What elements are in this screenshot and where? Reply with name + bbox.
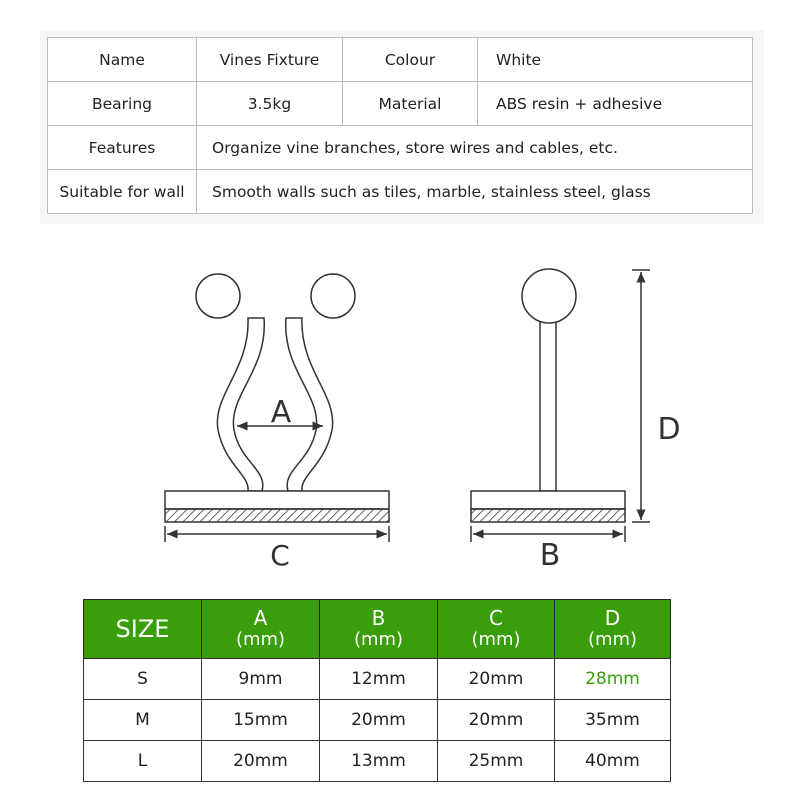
size-cell: M bbox=[84, 700, 202, 741]
table-row bbox=[84, 700, 671, 741]
name-value: Vines Fixture bbox=[197, 38, 343, 82]
b-cell: 12mm bbox=[320, 659, 438, 700]
dimension-b-label: B bbox=[539, 538, 561, 573]
a-cell: 20mm bbox=[202, 741, 320, 782]
unit-label: (mm) bbox=[587, 629, 638, 650]
size-table-header bbox=[84, 600, 671, 659]
unit-label: (mm) bbox=[235, 629, 286, 650]
bearing-value: 3.5kg bbox=[197, 82, 343, 126]
d-cell: 28mm bbox=[555, 659, 671, 700]
dimension-c-label: C bbox=[270, 539, 290, 572]
table-row bbox=[84, 741, 671, 782]
d-cell: 40mm bbox=[555, 741, 671, 782]
dimension-a-label: A bbox=[270, 395, 292, 430]
c-cell: 20mm bbox=[438, 659, 555, 700]
col-b-label: B bbox=[371, 606, 386, 630]
col-d-header bbox=[555, 600, 671, 659]
material-value: ABS resin + adhesive bbox=[478, 82, 753, 126]
a-cell: 15mm bbox=[202, 700, 320, 741]
size-cell: S bbox=[84, 659, 202, 700]
material-label: Material bbox=[343, 82, 478, 126]
size-header: SIZE bbox=[84, 600, 202, 659]
dimension-d-label: D bbox=[657, 412, 681, 447]
c-cell: 20mm bbox=[438, 700, 555, 741]
a-cell: 9mm bbox=[202, 659, 320, 700]
size-cell: L bbox=[84, 741, 202, 782]
features-label: Features bbox=[48, 126, 197, 170]
col-b-header bbox=[320, 600, 438, 659]
col-a-header bbox=[202, 600, 320, 659]
b-cell: 13mm bbox=[320, 741, 438, 782]
bearing-label: Bearing bbox=[48, 82, 197, 126]
size-table bbox=[83, 599, 671, 782]
clip-side-view bbox=[471, 269, 650, 542]
features-value: Organize vine branches, store wires and cables, etc. bbox=[197, 126, 753, 170]
col-c-header bbox=[438, 600, 555, 659]
colour-value: White bbox=[478, 38, 753, 82]
unit-label: (mm) bbox=[353, 629, 404, 650]
wall-value: Smooth walls such as tiles, marble, stainless steel, glass bbox=[197, 170, 753, 214]
unit-label: (mm) bbox=[471, 629, 521, 650]
table-row bbox=[84, 659, 671, 700]
col-a-label: A bbox=[253, 606, 268, 630]
c-cell: 25mm bbox=[438, 741, 555, 782]
b-cell: 20mm bbox=[320, 700, 438, 741]
colour-label: Colour bbox=[343, 38, 478, 82]
col-d-label: D bbox=[604, 606, 621, 630]
col-c-label: C bbox=[489, 606, 503, 630]
wall-label: Suitable for wall bbox=[48, 170, 197, 214]
name-label: Name bbox=[48, 38, 197, 82]
d-cell: 35mm bbox=[555, 700, 671, 741]
